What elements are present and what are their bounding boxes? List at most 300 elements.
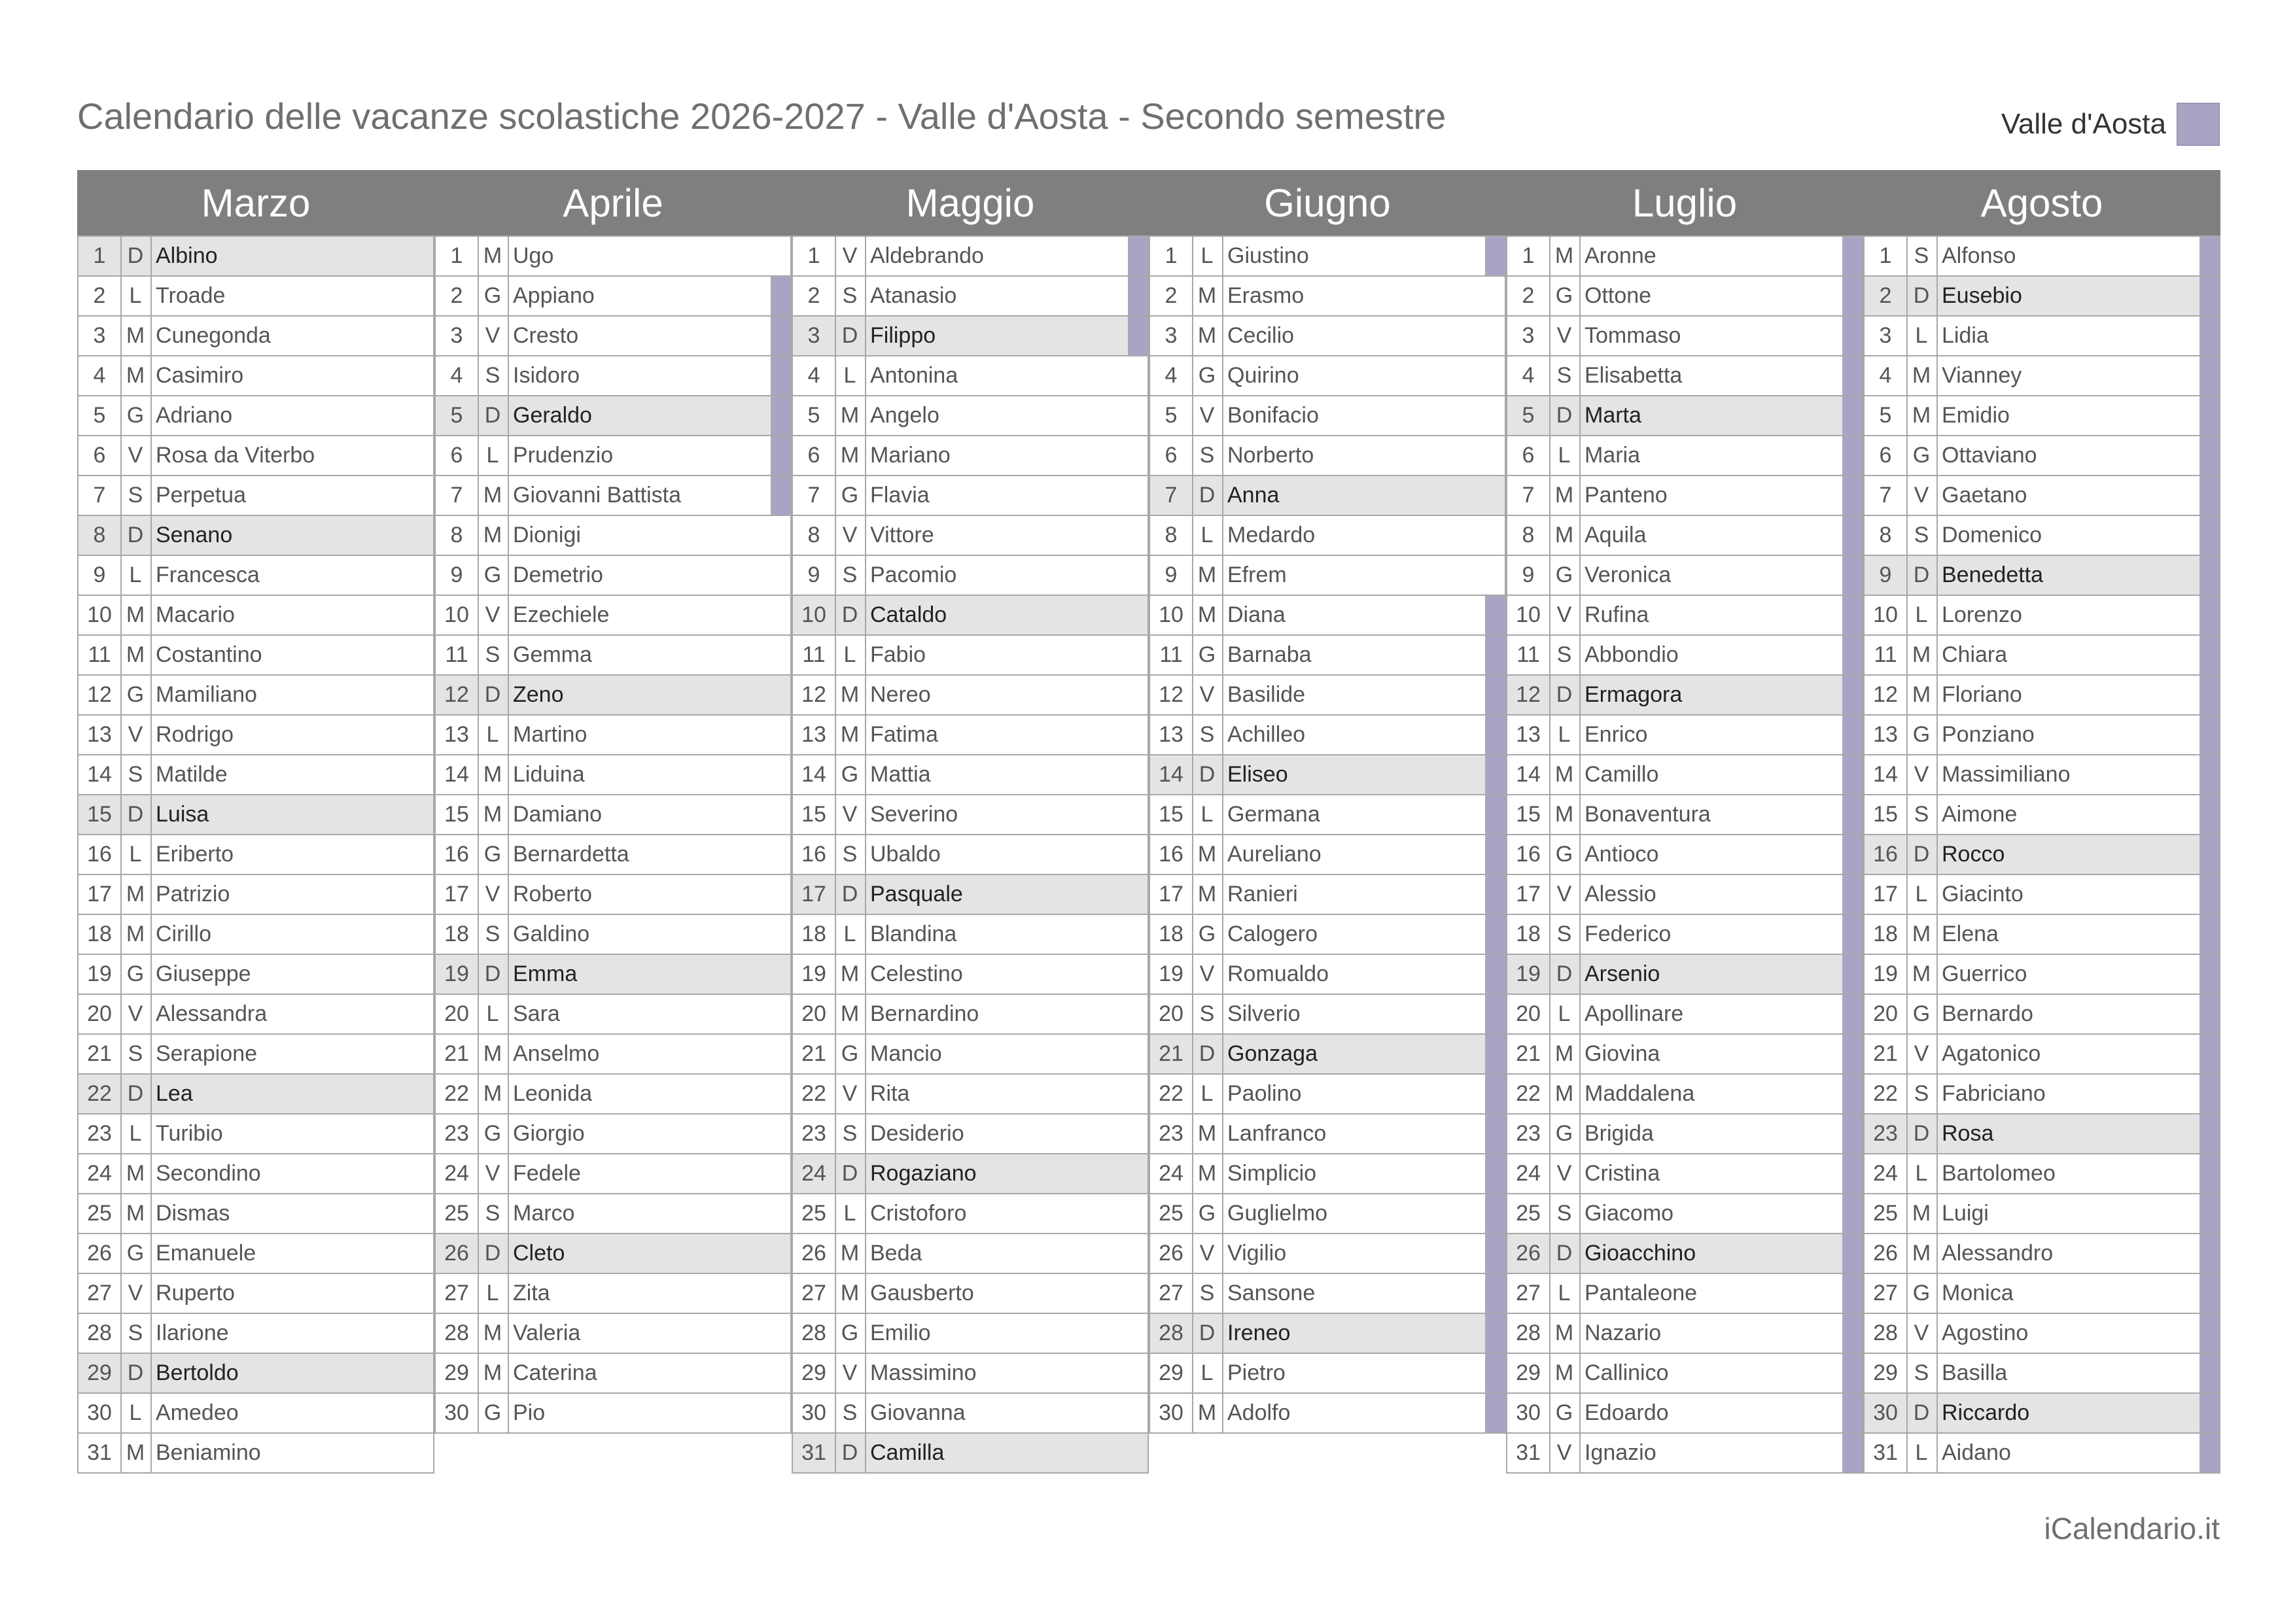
weekday-letter: V	[1549, 875, 1581, 914]
saint-name: Maria	[1585, 443, 1641, 468]
day-row	[1149, 993, 1506, 1035]
holiday-marker	[2199, 1154, 2219, 1193]
holiday-marker	[2199, 1194, 2219, 1233]
saint-name: Bertoldo	[156, 1360, 239, 1385]
weekday-letter: D	[835, 875, 866, 914]
weekday-letter: M	[1192, 875, 1223, 914]
saint-name: Medardo	[1227, 523, 1316, 547]
saint-name: Massimiliano	[1942, 762, 2071, 787]
day-number: 5	[1150, 396, 1193, 435]
holiday-marker	[2199, 995, 2219, 1033]
day-row	[792, 555, 1149, 596]
weekday-letter: D	[1192, 1035, 1223, 1073]
day-row	[1149, 555, 1506, 596]
day-row	[434, 754, 792, 795]
saint-name: Ranieri	[1227, 882, 1298, 907]
day-number: 8	[793, 516, 836, 555]
saint-name: Eliseo	[1227, 762, 1288, 787]
day-number: 23	[436, 1114, 479, 1153]
day-row	[1149, 714, 1506, 755]
holiday-marker	[1842, 476, 1862, 515]
day-number: 6	[1507, 436, 1550, 475]
day-row	[1863, 595, 2220, 636]
saint-name: Antioco	[1585, 842, 1659, 867]
weekday-letter: L	[1549, 1274, 1581, 1313]
weekday-letter: G	[1906, 1274, 1938, 1313]
weekday-letter: D	[120, 795, 152, 834]
saint-name: Vigilio	[1227, 1241, 1287, 1266]
saint-name: Abbondio	[1585, 642, 1679, 667]
day-row	[1863, 754, 2220, 795]
day-row	[434, 794, 792, 835]
saint-name: Bernardo	[1942, 1001, 2033, 1026]
day-number: 19	[1865, 955, 1908, 993]
day-number: 19	[1150, 955, 1193, 993]
weekday-letter: S	[835, 556, 866, 595]
day-number: 19	[436, 955, 479, 993]
day-row	[77, 1273, 434, 1314]
saint-name: Aidano	[1942, 1440, 2011, 1465]
day-number: 10	[1507, 596, 1550, 634]
day-number: 18	[1865, 915, 1908, 954]
day-number: 24	[1507, 1154, 1550, 1193]
day-row	[434, 714, 792, 755]
holiday-marker	[1485, 875, 1505, 914]
day-number: 6	[79, 436, 122, 475]
day-number: 27	[1865, 1274, 1908, 1313]
day-number: 20	[1865, 995, 1908, 1033]
weekday-letter: M	[478, 795, 509, 834]
day-row	[434, 435, 792, 476]
holiday-marker	[2199, 875, 2219, 914]
day-number: 27	[436, 1274, 479, 1313]
weekday-letter: G	[478, 835, 509, 874]
weekday-letter: G	[1906, 436, 1938, 475]
day-number: 13	[1865, 716, 1908, 754]
holiday-marker	[1842, 237, 1862, 275]
weekday-letter: D	[478, 676, 509, 714]
holiday-marker	[1485, 676, 1505, 714]
holiday-marker	[1842, 1035, 1862, 1073]
day-row	[434, 914, 792, 955]
holiday-marker	[1842, 556, 1862, 595]
holiday-marker	[2199, 1075, 2219, 1113]
weekday-letter: G	[1549, 1394, 1581, 1432]
day-number: 24	[1865, 1154, 1908, 1193]
day-number: 7	[1865, 476, 1908, 515]
saint-name: Chiara	[1942, 642, 2008, 667]
saint-name: Giorgio	[513, 1121, 585, 1146]
saint-name: Roberto	[513, 882, 592, 907]
weekday-letter: V	[120, 1274, 152, 1313]
saint-name: Cataldo	[870, 602, 947, 627]
day-row	[1863, 993, 2220, 1035]
holiday-marker	[1485, 995, 1505, 1033]
day-row	[1149, 515, 1506, 556]
weekday-letter: V	[835, 516, 866, 555]
saint-name: Appiano	[513, 283, 595, 308]
weekday-letter: S	[478, 1194, 509, 1233]
holiday-marker	[1842, 436, 1862, 475]
saint-name: Giovanni Battista	[513, 483, 682, 508]
day-number: 29	[436, 1354, 479, 1392]
day-row	[1149, 1313, 1506, 1354]
weekday-letter: S	[1549, 636, 1581, 674]
day-row	[1506, 1113, 1863, 1154]
day-number: 10	[1865, 596, 1908, 634]
day-row	[792, 634, 1149, 676]
saint-name: Cristina	[1585, 1161, 1660, 1186]
weekday-letter: S	[1906, 1354, 1938, 1392]
day-row	[1863, 834, 2220, 875]
saint-name: Fabriciano	[1942, 1081, 2046, 1106]
saint-name: Luisa	[156, 802, 209, 827]
holiday-marker	[1842, 1234, 1862, 1273]
month-header: Luglio	[1506, 170, 1863, 235]
saint-name: Troade	[156, 283, 226, 308]
day-number: 25	[1507, 1194, 1550, 1233]
weekday-letter: S	[1906, 237, 1938, 275]
weekday-letter: S	[120, 1035, 152, 1073]
calendar-grid	[77, 170, 2220, 1511]
weekday-letter: D	[1549, 676, 1581, 714]
saint-name: Isidoro	[513, 363, 580, 388]
day-number: 28	[1865, 1314, 1908, 1353]
day-number: 15	[1507, 795, 1550, 834]
holiday-marker	[2199, 676, 2219, 714]
weekday-letter: D	[835, 596, 866, 634]
day-row	[1149, 395, 1506, 436]
weekday-letter: L	[1549, 995, 1581, 1033]
day-number: 8	[436, 516, 479, 555]
saint-name: Perpetua	[156, 483, 246, 508]
day-row	[792, 355, 1149, 396]
day-number: 30	[1507, 1394, 1550, 1432]
saint-name: Basilla	[1942, 1360, 2008, 1385]
day-number: 18	[436, 915, 479, 954]
day-number: 18	[1150, 915, 1193, 954]
saint-name: Aldebrando	[870, 243, 984, 268]
saint-name: Filippo	[870, 323, 936, 348]
weekday-letter: L	[120, 556, 152, 595]
saint-name: Fedele	[513, 1161, 581, 1186]
saint-name: Achilleo	[1227, 722, 1306, 747]
day-number: 20	[436, 995, 479, 1033]
day-row	[434, 475, 792, 516]
day-row	[1506, 674, 1863, 716]
day-number: 9	[1865, 556, 1908, 595]
weekday-letter: D	[1192, 1314, 1223, 1353]
saint-name: Luigi	[1942, 1201, 1989, 1226]
day-number: 21	[79, 1035, 122, 1073]
weekday-letter: M	[1906, 955, 1938, 993]
saint-name: Francesca	[156, 562, 260, 587]
weekday-letter: G	[835, 1314, 866, 1353]
day-row	[1506, 315, 1863, 356]
saint-name: Federico	[1585, 922, 1672, 946]
weekday-letter: M	[1906, 676, 1938, 714]
day-number: 16	[79, 835, 122, 874]
weekday-letter: M	[1192, 277, 1223, 315]
day-row	[1149, 595, 1506, 636]
day-number: 31	[1507, 1434, 1550, 1472]
weekday-letter: D	[1549, 955, 1581, 993]
day-number: 17	[436, 875, 479, 914]
day-row	[1149, 794, 1506, 835]
weekday-letter: M	[1549, 1035, 1581, 1073]
weekday-letter: M	[1906, 1234, 1938, 1273]
day-number: 8	[79, 516, 122, 555]
day-row	[1149, 1353, 1506, 1394]
day-number: 18	[79, 915, 122, 954]
day-row	[434, 634, 792, 676]
day-number: 5	[1507, 396, 1550, 435]
weekday-letter: S	[1906, 795, 1938, 834]
holiday-marker	[2199, 1314, 2219, 1353]
day-row	[434, 355, 792, 396]
weekday-letter: L	[478, 716, 509, 754]
day-number: 12	[1150, 676, 1193, 714]
day-number: 27	[79, 1274, 122, 1313]
day-number: 25	[793, 1194, 836, 1233]
day-number: 25	[436, 1194, 479, 1233]
saint-name: Mattia	[870, 762, 931, 787]
day-number: 14	[436, 755, 479, 794]
saint-name: Lea	[156, 1081, 193, 1106]
saint-name: Riccardo	[1942, 1400, 2030, 1425]
weekday-letter: G	[478, 556, 509, 595]
day-number: 4	[1865, 356, 1908, 395]
day-row	[77, 315, 434, 356]
weekday-letter: G	[478, 1114, 509, 1153]
weekday-letter: V	[835, 237, 866, 275]
holiday-marker	[1485, 1274, 1505, 1313]
saint-name: Alessio	[1585, 882, 1656, 907]
saint-name: Zeno	[513, 682, 564, 707]
weekday-letter: D	[478, 396, 509, 435]
saint-name: Panteno	[1585, 483, 1668, 508]
day-row	[1863, 714, 2220, 755]
day-row	[1863, 1153, 2220, 1194]
saint-name: Camilla	[870, 1440, 945, 1465]
day-row	[1863, 395, 2220, 436]
day-number: 19	[793, 955, 836, 993]
holiday-marker	[2199, 1234, 2219, 1273]
day-row	[434, 1273, 792, 1314]
day-number: 4	[793, 356, 836, 395]
day-row	[77, 1073, 434, 1114]
weekday-letter: V	[1192, 676, 1223, 714]
weekday-letter: S	[1549, 1194, 1581, 1233]
saint-name: Nereo	[870, 682, 931, 707]
day-row	[1506, 993, 1863, 1035]
saint-name: Pantaleone	[1585, 1281, 1698, 1305]
weekday-letter: S	[835, 277, 866, 315]
day-row	[1506, 1193, 1863, 1234]
saint-name: Guglielmo	[1227, 1201, 1328, 1226]
day-row	[1149, 1033, 1506, 1075]
day-row	[77, 1153, 434, 1194]
saint-name: Simplicio	[1227, 1161, 1317, 1186]
weekday-letter: V	[1906, 755, 1938, 794]
day-row	[1506, 714, 1863, 755]
saint-name: Efrem	[1227, 562, 1287, 587]
saint-name: Bartolomeo	[1942, 1161, 2056, 1186]
day-number: 15	[1150, 795, 1193, 834]
day-number: 15	[79, 795, 122, 834]
saint-name: Vianney	[1942, 363, 2022, 388]
saint-name: Silverio	[1227, 1001, 1301, 1026]
weekday-letter: L	[1906, 317, 1938, 355]
day-number: 8	[1507, 516, 1550, 555]
day-row	[1863, 674, 2220, 716]
weekday-letter: V	[1192, 396, 1223, 435]
weekday-letter: V	[1549, 1434, 1581, 1472]
holiday-marker	[2199, 795, 2219, 834]
holiday-marker	[1485, 1114, 1505, 1153]
day-row	[792, 595, 1149, 636]
day-number: 8	[1150, 516, 1193, 555]
day-number: 7	[436, 476, 479, 515]
saint-name: Norberto	[1227, 443, 1314, 468]
day-number: 12	[793, 676, 836, 714]
day-number: 11	[1507, 636, 1550, 674]
day-row	[77, 993, 434, 1035]
weekday-letter: V	[1192, 1234, 1223, 1273]
holiday-marker	[1842, 915, 1862, 954]
weekday-letter: M	[120, 356, 152, 395]
weekday-letter: V	[478, 875, 509, 914]
day-row	[792, 515, 1149, 556]
saint-name: Emanuele	[156, 1241, 256, 1266]
saint-name: Giovina	[1585, 1041, 1660, 1066]
day-row	[792, 794, 1149, 835]
day-number: 24	[793, 1154, 836, 1193]
day-number: 20	[1150, 995, 1193, 1033]
day-row	[77, 954, 434, 995]
holiday-marker	[1842, 1194, 1862, 1233]
weekday-letter: M	[835, 995, 866, 1033]
saint-name: Ponziano	[1942, 722, 2035, 747]
saint-name: Cunegonda	[156, 323, 271, 348]
saint-name: Alessandro	[1942, 1241, 2054, 1266]
day-row	[1149, 634, 1506, 676]
day-number: 9	[436, 556, 479, 595]
day-number: 25	[1150, 1194, 1193, 1233]
weekday-letter: S	[1906, 1075, 1938, 1113]
weekday-letter: L	[1192, 516, 1223, 555]
month-header: Giugno	[1149, 170, 1506, 235]
weekday-letter: M	[1906, 356, 1938, 395]
day-number: 7	[79, 476, 122, 515]
weekday-letter: L	[1549, 436, 1581, 475]
weekday-letter: L	[120, 277, 152, 315]
day-number: 4	[1150, 356, 1193, 395]
day-row	[1149, 754, 1506, 795]
day-row	[1149, 355, 1506, 396]
day-number: 10	[436, 596, 479, 634]
day-number: 23	[1507, 1114, 1550, 1153]
day-row	[1863, 1432, 2220, 1474]
weekday-letter: S	[835, 1394, 866, 1432]
saint-name: Bonifacio	[1227, 403, 1319, 428]
weekday-letter: M	[478, 1314, 509, 1353]
weekday-letter: L	[835, 356, 866, 395]
weekday-letter: S	[1192, 1274, 1223, 1313]
saint-name: Albino	[156, 243, 218, 268]
holiday-marker	[1842, 1394, 1862, 1432]
day-row	[1506, 435, 1863, 476]
day-row	[792, 275, 1149, 317]
holiday-marker	[1485, 1194, 1505, 1233]
saint-name: Pacomio	[870, 562, 957, 587]
holiday-marker	[1842, 1354, 1862, 1392]
holiday-marker	[2199, 1274, 2219, 1313]
day-row	[77, 1233, 434, 1274]
holiday-marker	[1842, 317, 1862, 355]
day-row	[434, 1392, 792, 1434]
day-row	[792, 1033, 1149, 1075]
weekday-letter: G	[478, 277, 509, 315]
saint-name: Angelo	[870, 403, 939, 428]
weekday-letter: G	[1192, 915, 1223, 954]
weekday-letter: D	[478, 955, 509, 993]
weekday-letter: M	[120, 636, 152, 674]
day-number: 30	[79, 1394, 122, 1432]
saint-name: Cleto	[513, 1241, 565, 1266]
weekday-letter: D	[1906, 556, 1938, 595]
day-row	[1149, 674, 1506, 716]
weekday-letter: D	[835, 1154, 866, 1193]
day-row	[77, 275, 434, 317]
day-number: 5	[436, 396, 479, 435]
day-row	[1863, 1392, 2220, 1434]
weekday-letter: V	[120, 436, 152, 475]
saint-name: Quirino	[1227, 363, 1299, 388]
saint-name: Turibio	[156, 1121, 223, 1146]
day-number: 26	[793, 1234, 836, 1273]
holiday-marker	[1842, 835, 1862, 874]
holiday-marker	[1485, 1354, 1505, 1392]
holiday-marker	[771, 436, 790, 475]
saint-name: Anselmo	[513, 1041, 600, 1066]
day-row	[1149, 914, 1506, 955]
day-number: 28	[436, 1314, 479, 1353]
day-row	[77, 1353, 434, 1394]
day-number: 17	[79, 875, 122, 914]
saint-name: Arsenio	[1585, 961, 1660, 986]
day-row	[77, 1313, 434, 1354]
saint-name: Prudenzio	[513, 443, 614, 468]
weekday-letter: G	[1192, 636, 1223, 674]
saint-name: Benedetta	[1942, 562, 2044, 587]
holiday-marker	[1842, 356, 1862, 395]
saint-name: Paolino	[1227, 1081, 1302, 1106]
holiday-marker	[1842, 955, 1862, 993]
weekday-letter: L	[835, 1194, 866, 1233]
day-number: 24	[79, 1154, 122, 1193]
saint-name: Diana	[1227, 602, 1286, 627]
day-number: 26	[1865, 1234, 1908, 1273]
day-number: 11	[1150, 636, 1193, 674]
saint-name: Apollinare	[1585, 1001, 1684, 1026]
day-row	[77, 1033, 434, 1075]
month-luglio	[1506, 170, 1863, 1513]
saint-name: Calogero	[1227, 922, 1318, 946]
day-number: 29	[1150, 1354, 1193, 1392]
weekday-letter: D	[1549, 396, 1581, 435]
weekday-letter: M	[1549, 795, 1581, 834]
